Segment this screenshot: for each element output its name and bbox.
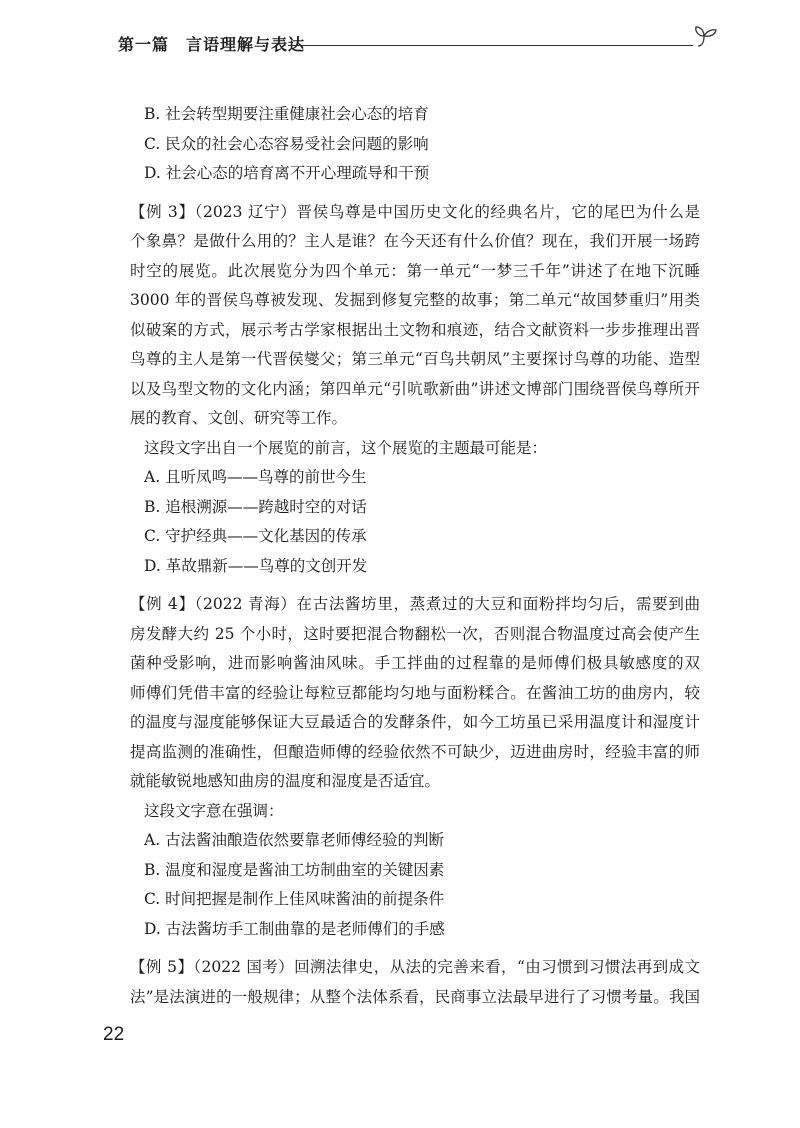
passage-line: 法”是法演进的一般规律；从整个法体系看，民商事立法最早进行了习惯考量。我国 xyxy=(130,987,700,1006)
question-stem: 这段文字意在强调： xyxy=(144,801,284,820)
passage-line: 展的教育、文创、研究等工作。 xyxy=(130,409,348,427)
passage-line: 3000 年的晋侯鸟尊被发现、发掘到修复完整的故事；第二单元“故国梦重归”用类 xyxy=(130,291,700,309)
chapter-title: 第一篇 言语理解与表达 xyxy=(118,35,306,54)
passage-line: 时空的展览。此次展览分为四个单元：第一单元“一梦三千年”讲述了在地下沉睡 xyxy=(130,261,700,280)
page-body xyxy=(130,100,700,1012)
example-3 xyxy=(130,198,700,582)
example-4 xyxy=(130,590,700,944)
option-b: B. 追根溯源——跨越时空的对话 xyxy=(144,497,367,516)
option-c: C. 守护经典——文化基因的传承 xyxy=(144,527,367,545)
passage-line: 以及鸟型文物的文化内涵；第四单元“引吭歌新曲”讲述文博部门围绕晋侯鸟尊所开 xyxy=(130,379,700,398)
passage-line: 的温度与湿度能够保证大豆最适合的发酵条件，如今工坊虽已采用温度计和湿度计 xyxy=(130,713,700,731)
passage-line: 【例 3】（2023 辽宁）晋侯鸟尊是中国历史文化的经典名片，它的尾巴为什么是 xyxy=(130,202,700,221)
passage-line: 鸟尊的主人是第一代晋侯燮父；第三单元“百鸟共朝凤”主要探讨鸟尊的功能、造型 xyxy=(130,350,700,368)
previous-question-options xyxy=(130,100,700,189)
option-d: D. 革故鼎新——鸟尊的文创开发 xyxy=(144,556,368,575)
option-c: C. 时间把握是制作上佳风味酱油的前提条件 xyxy=(144,890,445,908)
passage-line: 【例 5】（2022 国考）回溯法律史，从法的完善来看，“由习惯到习惯法再到成文 xyxy=(130,958,700,976)
question-stem: 这段文字出自一个展览的前言，这个展览的主题最可能是： xyxy=(144,438,548,457)
page-number: 22 xyxy=(103,1024,125,1045)
passage-line: 房发酵大约 25 个小时，这时要把混合物翻松一次，否则混合物温度过高会使产生 xyxy=(130,624,700,643)
passage-line: 就能敏锐地感知曲房的温度和湿度是否适宜。 xyxy=(130,772,441,790)
option-d: D. 社会心态的培育离不开心理疏导和干预 xyxy=(144,164,430,182)
passage-line: 【例 4】（2022 青海）在古法酱坊里，蒸煮过的大豆和面粉拌均匀后，需要到曲 xyxy=(130,595,700,613)
passage-line: 菌种受影响，进而影响酱油风味。手工拌曲的过程靠的是师傅们极具敏感度的双 xyxy=(130,654,700,672)
option-a: A. 且听凤鸣——鸟尊的前世今生 xyxy=(144,468,367,486)
option-b: B. 温度和湿度是酱油工坊制曲室的关键因素 xyxy=(144,860,445,879)
option-d: D. 古法酱坊手工制曲靠的是老师傅们的手感 xyxy=(144,919,445,938)
option-c: C. 民众的社会心态容易受社会问题的影响 xyxy=(144,134,429,153)
option-b: B. 社会转型期要注重健康社会心态的培育 xyxy=(144,105,429,123)
passage-line: 似破案的方式，展示考古学家根据出土文物和痕迹，结合文献资料一步步推理出晋 xyxy=(130,320,700,339)
passage-line: 师傅们凭借丰富的经验让每粒豆都能均匀地与面粉糅合。在酱油工坊的曲房内，较 xyxy=(130,683,700,702)
option-a: A. 古法酱油酿造依然要靠老师傅经验的判断 xyxy=(144,831,445,849)
header-rule xyxy=(288,45,693,46)
page-header xyxy=(118,24,718,54)
passage-line: 个象鼻？是做什么用的？主人是谁？在今天还有什么价值？现在，我们开展一场跨 xyxy=(130,232,700,250)
example-5 xyxy=(130,953,700,1012)
passage-line: 提高监测的准确性，但酿造师傅的经验依然不可缺少，迈进曲房时，经验丰富的师 xyxy=(130,742,700,761)
sprout-icon xyxy=(688,24,722,54)
